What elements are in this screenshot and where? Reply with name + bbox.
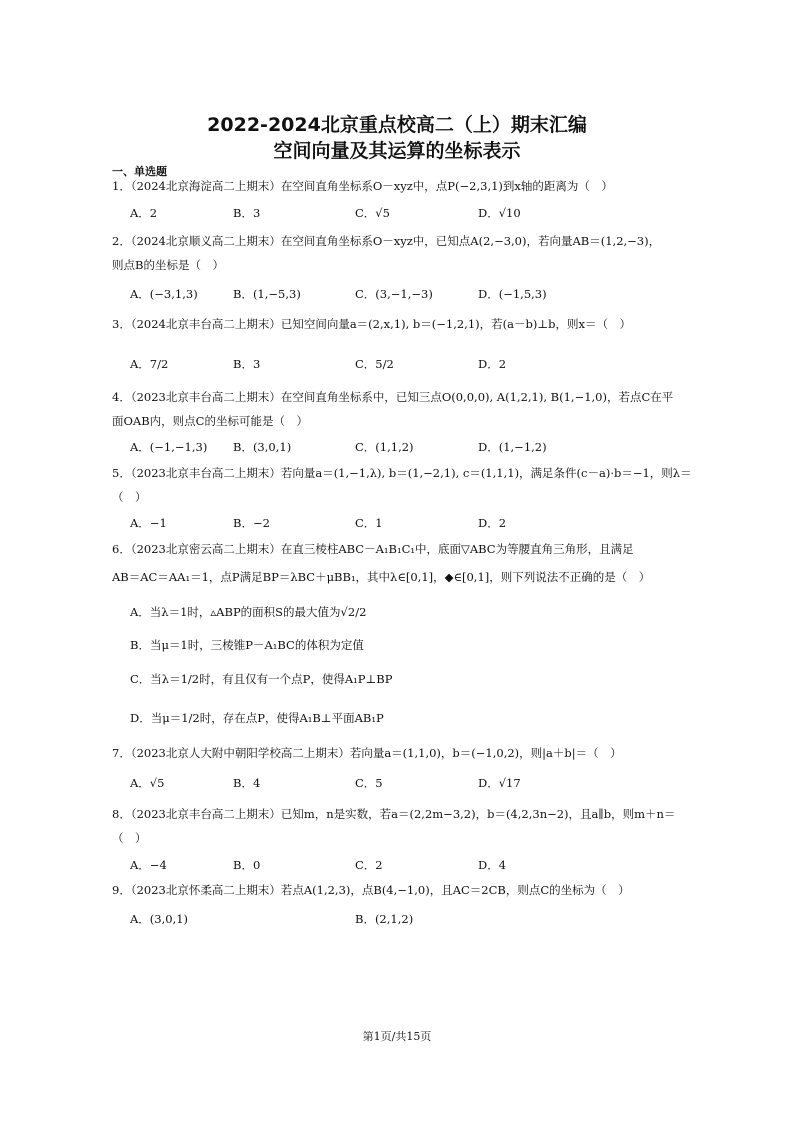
question-1-stem: 1．（2024北京海淀高二上期末）在空间直角坐标系O－xyz中，点P(−2,3,1)到x轴的距离为（ ） [112,179,613,193]
question-8-stem-cont: （ ） [112,831,147,845]
question-5-stem: 5．（2023北京丰台高二上期末）若向量a＝(1,−1,λ), b＝(1,−2,1), c＝(1,1,1)，满足条件(c－a)·b＝−1，则λ＝ [112,466,692,480]
question-9-stem: 9．（2023北京怀柔高二上期末）若点A(1,2,3)，点B(4,−1,0)，且AC＝2CB，则点C的坐标为（ ） [112,883,630,897]
page-footer: 第1页/共15页 [362,1030,432,1043]
option-d: D．(−1,5,3) [478,287,547,301]
option-a: A．−1 [130,516,167,530]
question-9-options [130,911,690,931]
option-c: C．5/2 [355,357,394,371]
section-heading: 一、单选题 [112,165,167,178]
option-b: B．(1,−5,3) [233,287,301,301]
question-7-stem: 7．（2023北京人大附中朝阳学校高二上期末）若向量a＝(1,1,0)，b＝(−1,0,2)，则|a＋b|＝（ ） [112,746,622,760]
option-d: D．2 [478,357,507,371]
option-a: A．(−3,1,3) [130,287,198,301]
question-1-options [130,205,690,225]
option-b: B．−2 [233,516,270,530]
question-2-options [130,286,690,306]
option-c: C．1 [355,516,383,530]
option-b: B．3 [233,206,261,220]
option-a: A．(3,0,1) [130,912,189,926]
question-4-stem: 4．（2023北京丰台高二上期末）在空间直角坐标系中，已知三点O(0,0,0), A(1,2,1), B(1,−1,0)，若点C在平 [112,390,674,404]
question-3-options [130,356,690,376]
option-c: C．(3,−1,−3) [355,287,433,301]
option-a: A．7/2 [130,357,169,371]
question-7-options [130,775,690,795]
question-2-stem: 2．（2024北京顺义高二上期末）在空间直角坐标系O－xyz中，已知点A(2,−3,0)，若向量AB＝(1,2,−3)， [112,234,661,248]
option-c: C．(1,1,2) [355,440,414,454]
question-8-stem: 8．（2023北京丰台高二上期末）已知m，n是实数，若a＝(2,2m−3,2)，b＝(4,2,3n−2)，且a∥b，则m＋n＝ [112,807,676,821]
option-b: B．4 [233,776,261,790]
question-6-stem: 6．（2023北京密云高二上期末）在直三棱柱ABC－A₁B₁C₁中，底面▽ABC为等腰直角三角形，且满足 [112,542,634,556]
question-6-option-d: D．当μ＝1/2时，存在点P，使得A₁B⊥平面AB₁P [130,711,384,725]
option-c: C．2 [355,858,383,872]
option-a: A．−4 [130,858,167,872]
option-c: C．√5 [355,206,390,220]
question-6-option-c: C．当λ＝1/2时，有且仅有一个点P，使得A₁P⊥BP [130,672,393,686]
option-a: A．(−1,−1,3) [130,440,208,454]
option-d: D．2 [478,516,507,530]
option-c: C．5 [355,776,383,790]
option-b: B．(2,1,2) [355,912,414,926]
option-b: B．(3,0,1) [233,440,292,454]
question-8-options [130,857,690,877]
document-subtitle: 空间向量及其运算的坐标表示 [273,140,521,162]
option-a: A．2 [130,206,158,220]
option-d: D．√10 [478,206,521,220]
option-a: A．√5 [130,776,165,790]
question-4-options [130,439,690,459]
question-4-stem-cont: 面OAB内，则点C的坐标可能是（ ） [112,414,308,428]
option-d: D．√17 [478,776,521,790]
option-b: B．3 [233,357,261,371]
question-6-stem-cont: AB＝AC＝AA₁＝1，点P满足BP＝λBC＋μBB₁，其中λ∈[0,1]，◆∈[0,1]，则下列说法不正确的是（ ） [112,570,651,584]
option-b: B．0 [233,858,261,872]
document-title: 2022-2024北京重点校高二（上）期末汇编 [207,114,587,136]
question-5-options [130,515,690,535]
question-5-stem-cont: （ ） [112,490,147,504]
question-6-option-a: A．当λ＝1时，▵ABP的面积S的最大值为√2/2 [130,605,367,619]
question-3-stem: 3．（2024北京丰台高二上期末）已知空间向量a＝(2,x,1), b＝(−1,2,1)，若(a－b)⊥b，则x＝（ ） [112,317,631,331]
option-d: D．(1,−1,2) [478,440,547,454]
option-d: D．4 [478,858,507,872]
question-6-option-b: B．当μ＝1时，三棱锥P－A₁BC的体积为定值 [130,638,364,652]
question-2-stem-cont: 则点B的坐标是（ ） [112,258,224,272]
